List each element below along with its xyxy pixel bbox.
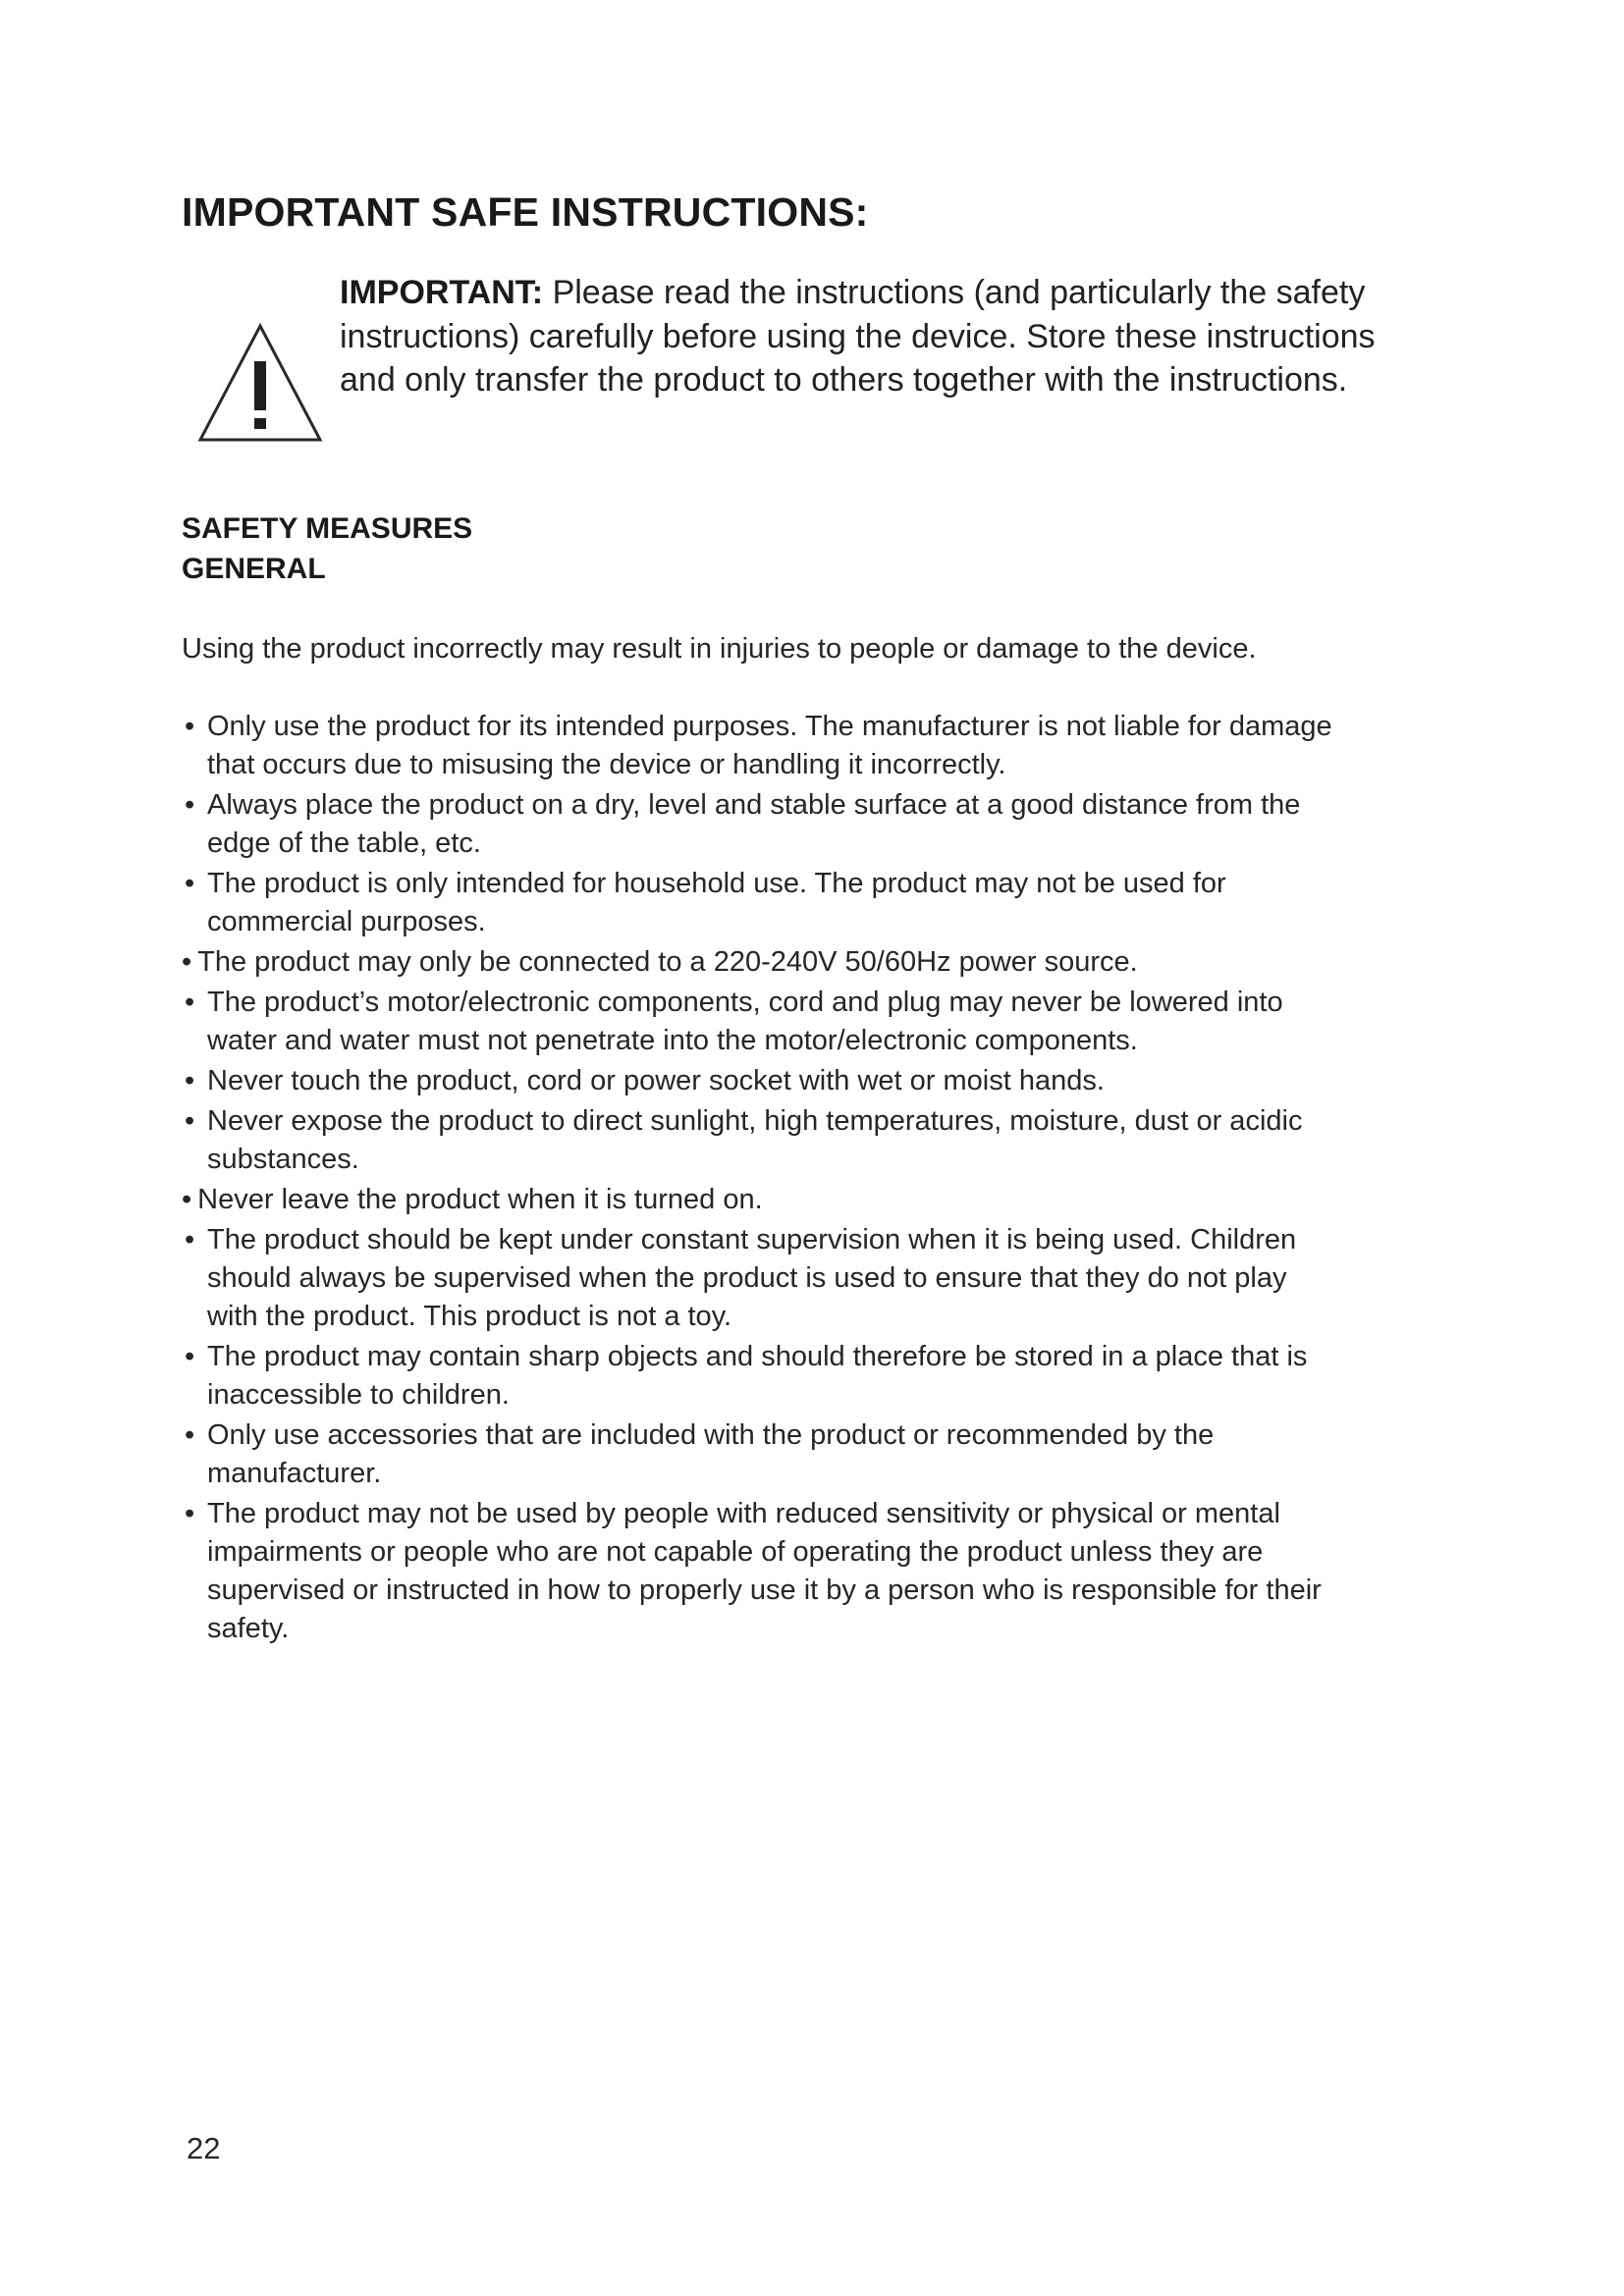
page-number: 22 xyxy=(187,2131,221,2165)
list-item: • The product’s motor/electronic components, cord and plug may never be lowered into water and water must not penetrate into the motor/electronic components. xyxy=(182,984,1340,1060)
bullet-icon: • xyxy=(185,987,195,1018)
list-item: • Never touch the product, cord or power socket with wet or moist hands. xyxy=(182,1062,1340,1100)
list-item: • Never expose the product to direct sunlight, high temperatures, moisture, dust or acidic substances. xyxy=(182,1102,1340,1179)
bullet-icon: • xyxy=(185,1065,195,1096)
list-item: • Only use the product for its intended purposes. The manufacturer is not liable for damage that occurs due to misusing the device or handling it incorrectly. xyxy=(182,708,1340,784)
intro-paragraph: Using the product incorrectly may result in injuries to people or damage to the device. xyxy=(182,633,1257,665)
safety-bullet-list xyxy=(182,708,1340,1650)
bullet-icon: • xyxy=(185,868,195,899)
important-label: IMPORTANT: xyxy=(340,274,544,311)
list-item: • Always place the product on a dry, level and stable surface at a good distance from the edge of the table, etc. xyxy=(182,786,1340,863)
list-item: • The product should be kept under constant supervision when it is being used. Children should always be supervised when the product is used to ensure that they do not play with the product. This product is not a toy. xyxy=(182,1221,1340,1336)
section-heading-general: GENERAL xyxy=(182,553,326,585)
warning-triangle-icon xyxy=(196,322,324,444)
bullet-icon: • xyxy=(182,946,192,978)
section-heading-safety-measures: SAFETY MEASURES xyxy=(182,512,473,545)
list-item: • The product may only be connected to a 220-240V 50/60Hz power source. xyxy=(182,946,1138,978)
bullet-icon: • xyxy=(185,1341,195,1372)
list-item: • The product may not be used by people with reduced sensitivity or physical or mental impairments or people who are not capable of operating the product unless they are supervised or instructed in how to properly use it by a person who is responsible for their safety. xyxy=(182,1495,1340,1648)
important-notice xyxy=(340,271,1430,402)
important-text: Please read the instructions (and particularly the safety instructions) carefully before using the device. Store these instructions and only transfer the product to others together with the instructions. xyxy=(340,274,1376,399)
list-item: • Only use accessories that are included with the product or recommended by the manufacturer. xyxy=(182,1416,1340,1493)
list-item: • Never leave the product when it is turned on. xyxy=(182,1184,763,1215)
list-item: • The product may contain sharp objects and should therefore be stored in a place that is inaccessible to children. xyxy=(182,1338,1340,1415)
page-title: IMPORTANT SAFE INSTRUCTIONS: xyxy=(182,189,869,235)
bullet-icon: • xyxy=(182,1184,192,1215)
bullet-icon: • xyxy=(185,1419,195,1451)
bullet-icon: • xyxy=(185,1224,195,1255)
bullet-icon: • xyxy=(185,789,195,821)
bullet-icon: • xyxy=(185,1498,195,1529)
bullet-icon: • xyxy=(185,711,195,742)
list-item: • The product is only intended for household use. The product may not be used for commercial purposes. xyxy=(182,865,1340,941)
bullet-icon: • xyxy=(185,1105,195,1137)
